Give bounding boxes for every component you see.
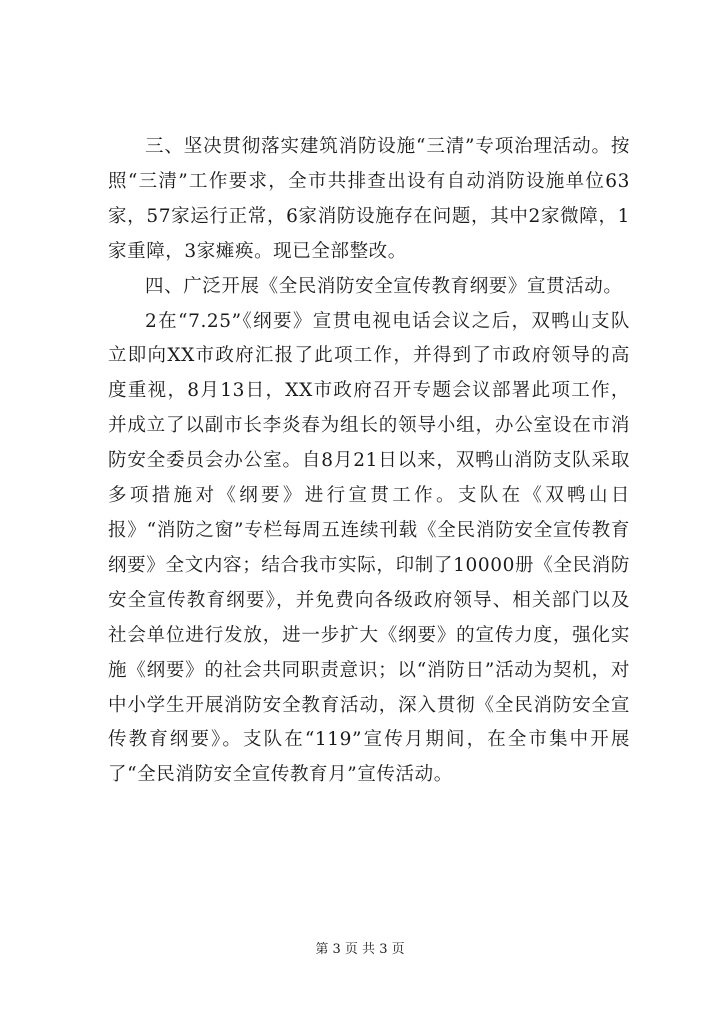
page-number-footer: 第 3 页 共 3 页 <box>315 942 405 957</box>
paragraph-outline-campaign-heading: 四、广泛开展《全民消防安全宣传教育纲要》宣贯活动。 <box>145 275 623 297</box>
paragraph-outline-campaign-details: 2在“7.25”《纲要》宣贯电视电话会议之后，双鸭山支队立即向XX市政府汇报了此项工作，并得到了市政府领导的高度重视，8月13日，XX市政府召开专题会议部署此项工作，并成立了以副市长李炎春为组长的领导小组，办公室设在市消防安全委员会办公室。自8月21日以来，双鸭山消防支队采取多项措施对《纲要》进行宣贯工作。支队在《双鸭山日报》“消防之窗”专栏每周五连续刊载《全民消防安全宣传教育纲要》全文内容；结合我市实际，印制了10000册《全民消防安全宣传教育纲要》，并免费向各级政府领导、相关部门以及社会单位进行发放，进一步扩大《纲要》的宣传力度，强化实施《纲要》的社会共同职责意识；以“消防日”活动为契机，对中小学生开展消防安全教育活动，深入贯彻《全民消防安全宣传教育纲要》。支队在“119”宣传月期间，在全市集中开展了“全民消防安全宣传教育月”宣传活动。 <box>108 310 630 786</box>
document-body <box>108 130 630 793</box>
paragraph-fire-facilities: 三、坚决贯彻落实建筑消防设施“三清”专项治理活动。按照“三清”工作要求，全市共排查出设有自动消防设施单位63家，57家运行正常，6家消防设施存在问题，其中2家微障，1家重障，3家瘫痪。现已全部整改。 <box>108 136 630 262</box>
